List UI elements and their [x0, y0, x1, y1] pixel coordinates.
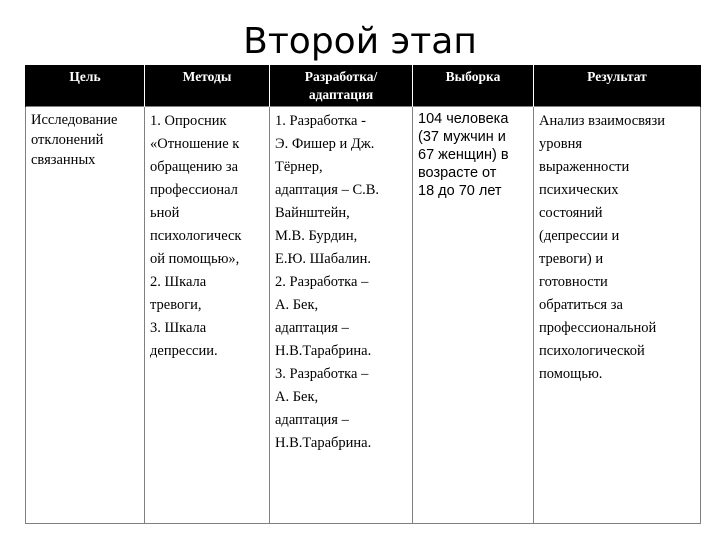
table-header-row	[26, 65, 701, 107]
slide-title: Второй этап	[243, 21, 477, 62]
cell-goal: Исследование отклонений связанных	[26, 107, 145, 524]
cell-sample: 104 человека (37 мужчин и 67 женщин) в возрасте от 18 до 70 лет	[413, 107, 534, 524]
research-table	[25, 65, 701, 524]
header-methods: Методы	[145, 65, 270, 107]
cell-result: Анализ взаимосвязи уровня выраженности психических состояний (депрессии и тревоги) и готовности обратиться за профессиональной психологической помощью.	[534, 107, 701, 524]
header-result: Результат	[534, 65, 701, 107]
header-goal: Цель	[26, 65, 145, 107]
cell-development: 1. Разработка - Э. Фишер и Дж. Тёрнер, адаптация – С.В. Вайнштейн, М.В. Бурдин, Е.Ю. Шабалин. 2. Разработка – А. Бек, адаптация – Н.В.Тарабрина. 3. Разработка – А. Бек, адаптация – Н.В.Тарабрина.	[270, 107, 413, 524]
table-row	[26, 107, 701, 524]
header-sample: Выборка	[413, 65, 534, 107]
cell-methods: 1. Опросник «Отношение к обращению за профессионал ьной психологическ ой помощью», 2. Шкала тревоги, 3. Шкала депрессии.	[145, 107, 270, 524]
header-development: Разработка/ адаптация	[270, 65, 413, 107]
